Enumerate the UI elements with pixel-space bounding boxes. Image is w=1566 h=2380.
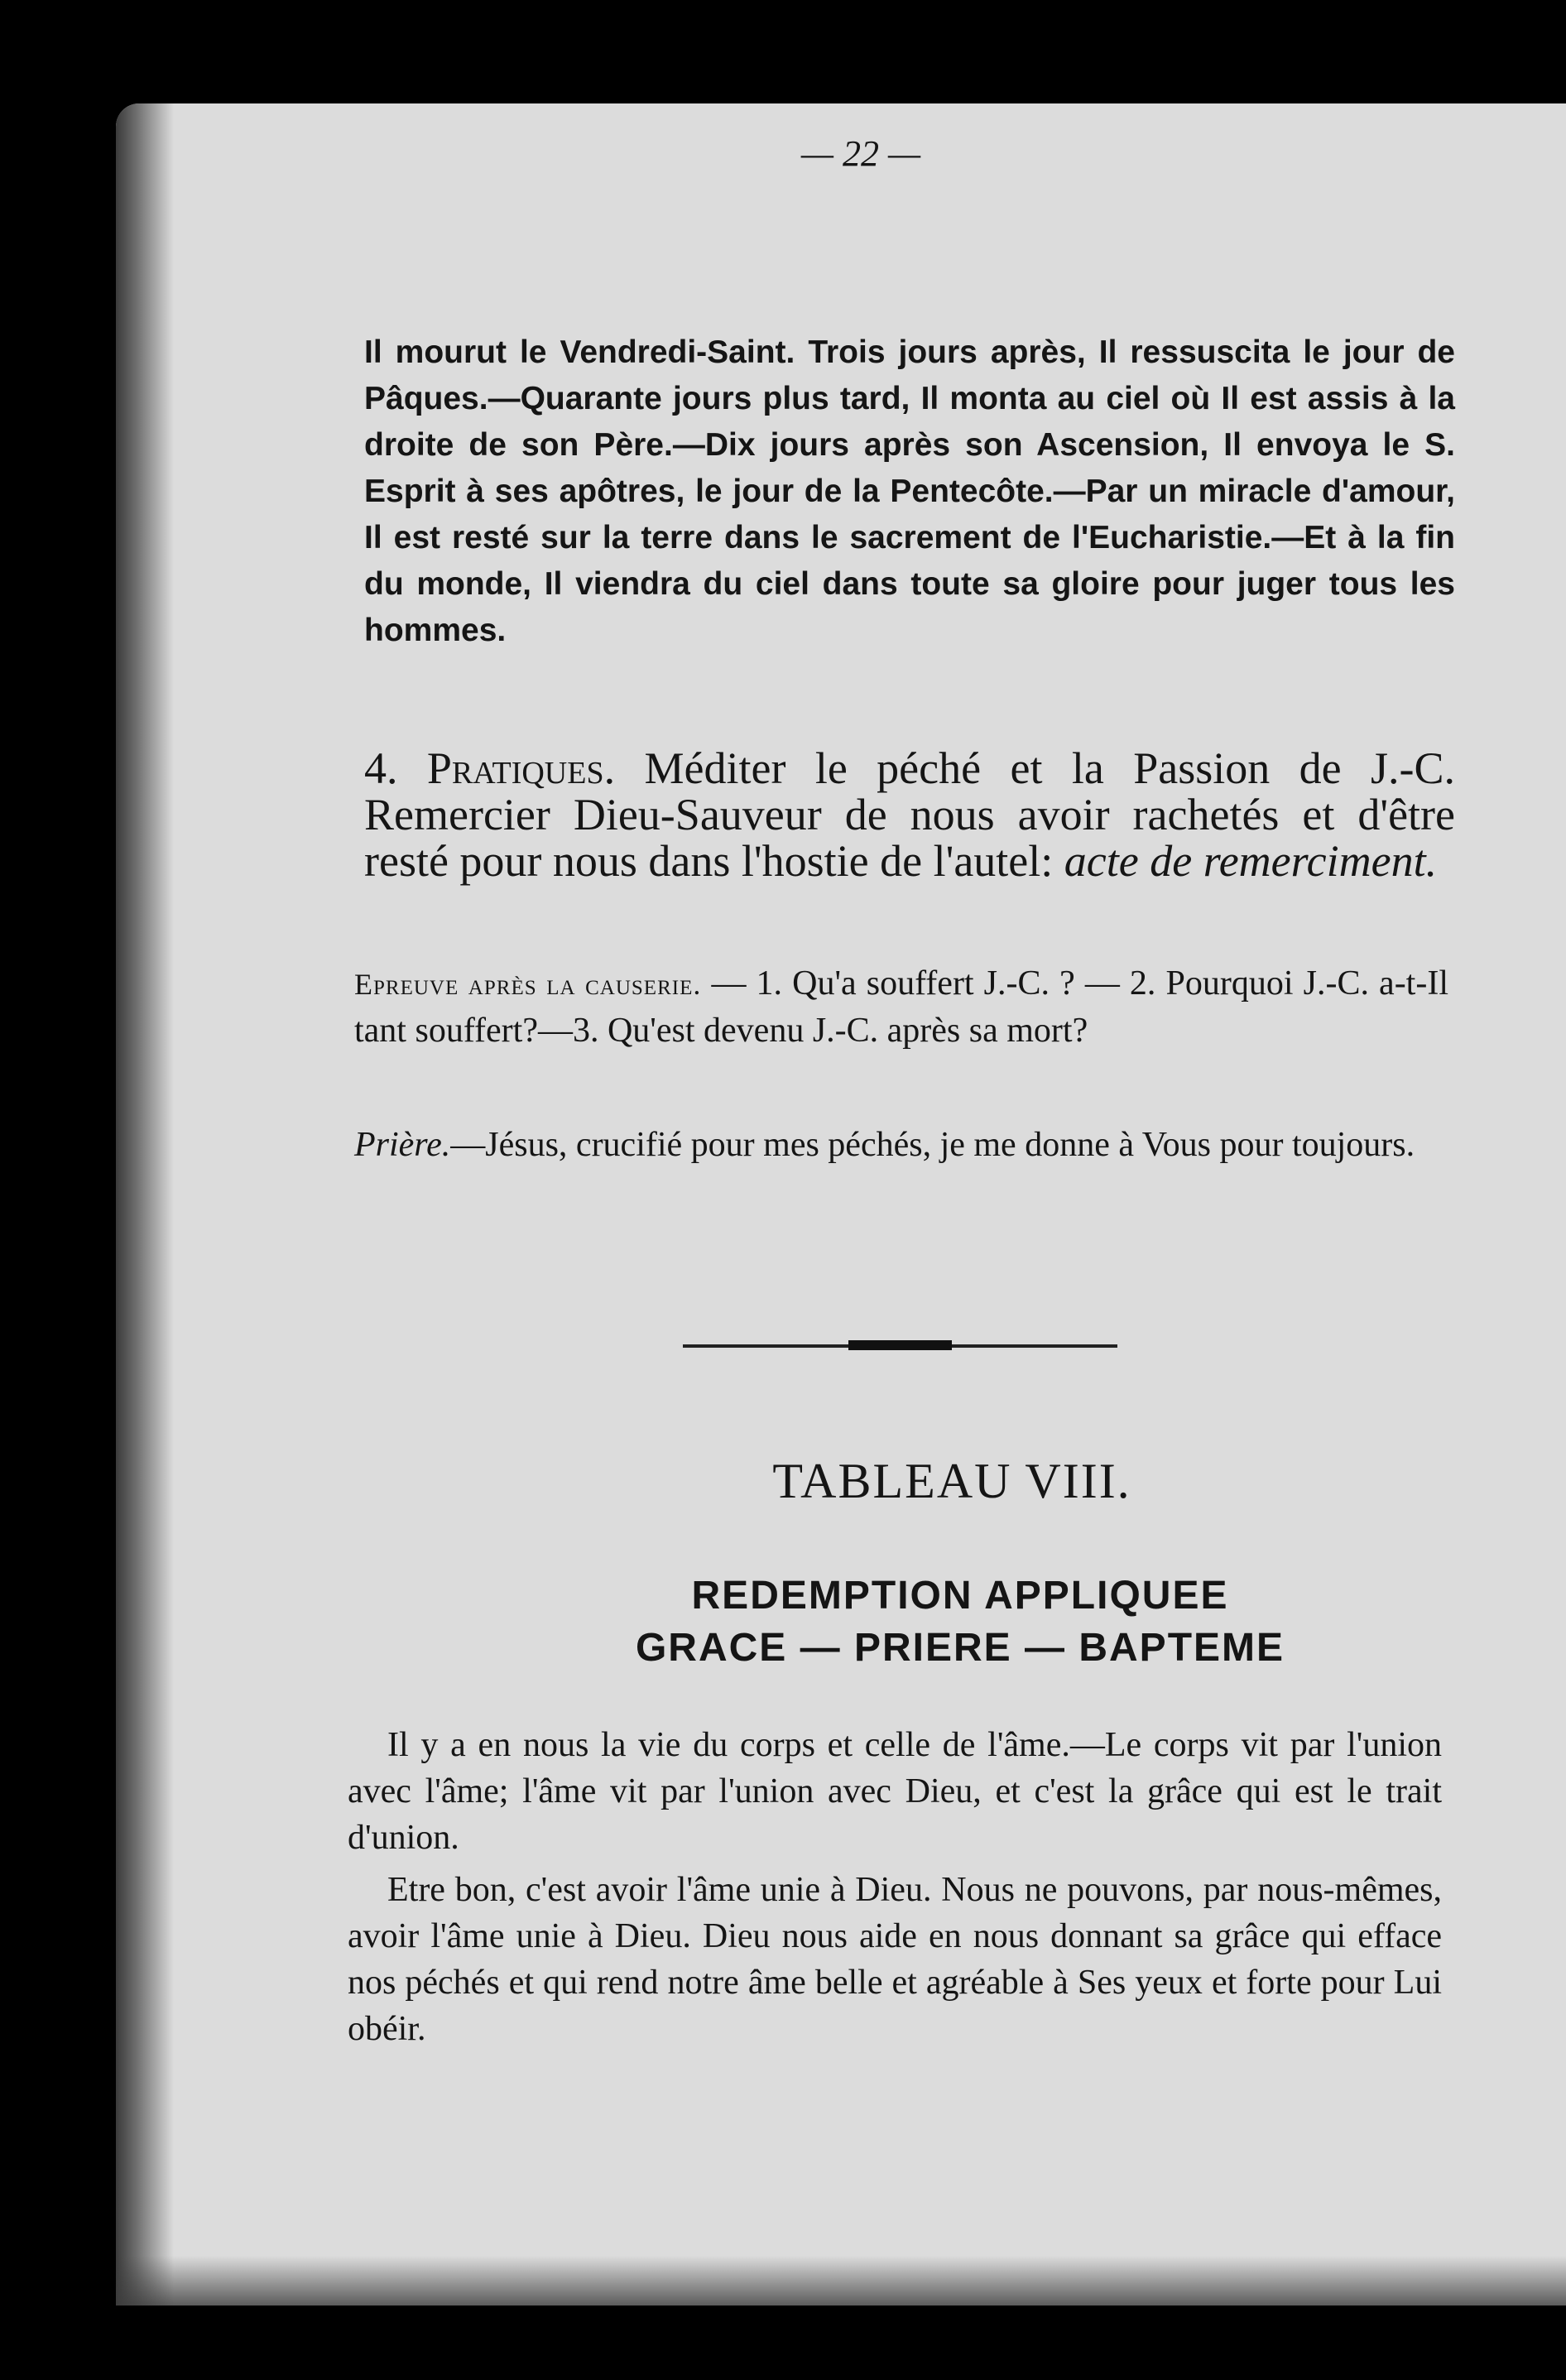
chapter-heading-line-1: REDEMPTION APPLIQUEE: [691, 1574, 1229, 1618]
tableau-title: TABLEAU VIII.: [772, 1454, 1131, 1508]
pratiques-text: Méditer le péché et la Passion de J.-C. Remercier Dieu-Sauveur de nous avoir rachetés et d'être resté pour nous dans l'hostie de l'autel:: [364, 743, 1455, 886]
pratiques-number: 4.: [364, 743, 398, 793]
page-gutter-shadow: [116, 103, 174, 2305]
page-bottom-shadow: [116, 2256, 1566, 2305]
epreuve-section: [354, 960, 1448, 1054]
priere-label: Prière.: [354, 1126, 451, 1164]
page-number: — 22 —: [800, 133, 921, 174]
epreuve-text: — 1. Qu'a souffert J.-C. ? — 2. Pourquoi J.-C. a-t-Il tant souffert?—3. Qu'est devenu J.-C. après sa mort?: [354, 964, 1448, 1050]
priere-section: [354, 1122, 1448, 1168]
pratiques-italic-end: acte de remerciment.: [1064, 836, 1438, 886]
pratiques-section: [364, 745, 1455, 884]
paragraph-ascension: Il mourut le Vendredi-Saint. Trois jours après, Il ressuscita le jour de Pâques.—Quarante jours plus tard, Il monta au ciel où Il est assis à la droite de son Père.—Dix jours après son Ascension, Il envoya le S. Esprit à ses apôtres, le jour de la Pentecôte.—Par un miracle d'amour, Il est resté sur la terre dans le sacrement de l'Eucharistie.—Et à la fin du monde, Il viendra du ciel dans toute sa gloire pour juger tous les hommes.: [364, 334, 1455, 648]
section-divider-center: [848, 1340, 952, 1350]
chapter-heading-line-2: GRACE — PRIERE — BAPTEME: [635, 1626, 1285, 1670]
pratiques-heading: Pratiques.: [426, 743, 616, 793]
body-paragraph-2: Etre bon, c'est avoir l'âme unie à Dieu. Nous ne pouvons, par nous-mêmes, avoir l'âme unie à Dieu. Dieu nous aide en nous donnant sa grâce qui efface nos péchés et qui rend notre âme belle et agréable à Ses yeux et forte pour Lui obéir.: [348, 1871, 1442, 2048]
body-paragraph-1: Il y a en nous la vie du corps et celle de l'âme.—Le corps vit par l'union avec l'âme; l'âme vit par l'union avec Dieu, et c'est la grâce qui est le trait d'union.: [348, 1726, 1442, 1857]
epreuve-heading: Epreuve après la causerie.: [354, 968, 702, 1001]
priere-text: —Jésus, crucifié pour mes péchés, je me donne à Vous pour toujours.: [450, 1126, 1415, 1164]
